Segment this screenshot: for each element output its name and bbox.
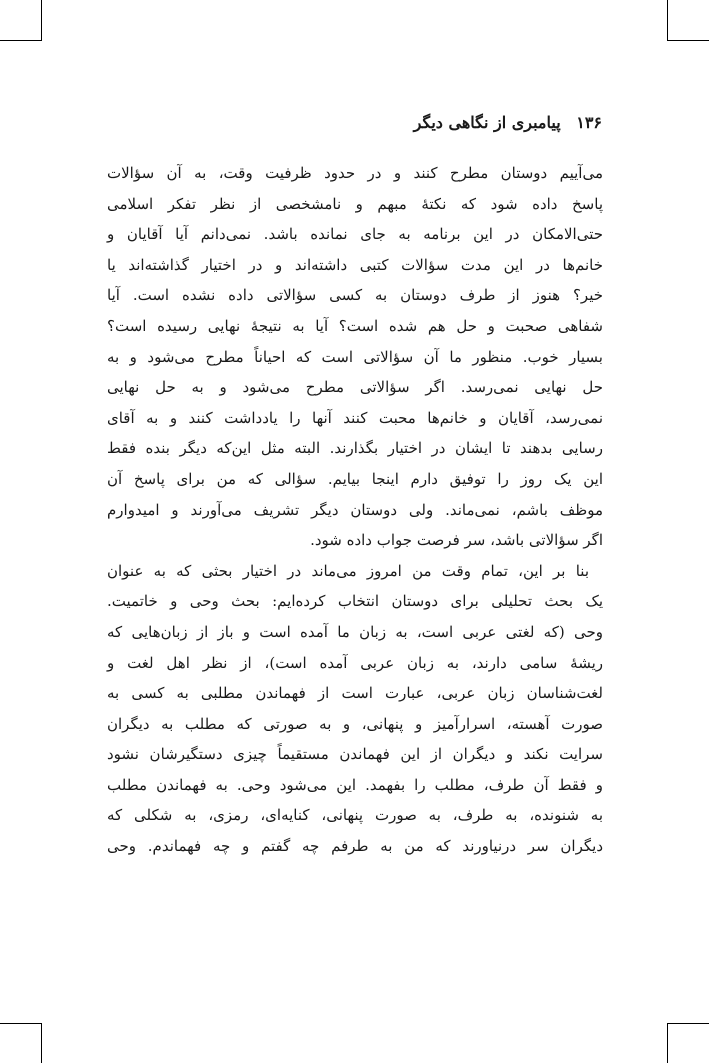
text-line: ریشهٔ سامی دارند، به زبان عربی آمده است)، از نظر اهل لغت و — [107, 653, 603, 672]
crop-mark — [0, 40, 42, 41]
text-line: وحی (که لغتی عربی است، به زبان ما آمده است و باز از زبان‌هایی که — [107, 622, 603, 641]
paragraph-1 — [107, 158, 603, 556]
text-line: نمی‌رسد، آقایان و خانم‌ها محبت کنند آنها را یادداشت کنند و به آقای — [107, 408, 603, 427]
text-line: حل نهایی نمی‌رسد. اگر سؤالاتی مطرح می‌شود و به حل نهایی — [107, 378, 603, 397]
text-line: این یک روز را توفیق دارم اینجا بیایم. سؤالی که من برای پاسخ آن — [107, 469, 603, 488]
crop-mark — [667, 40, 709, 41]
running-header — [414, 113, 602, 132]
book-title: پیامبری از نگاهی دیگر — [413, 113, 561, 132]
text-line: لغت‌شناسان زبان عربی، عبارت است از فهماندن مطلبی به کسی به — [107, 684, 603, 703]
crop-mark — [0, 1023, 42, 1024]
page-number: ۱۳۶ — [576, 113, 602, 132]
crop-mark — [667, 1023, 668, 1063]
text-line: موظف باشم، نمی‌ماند. ولی دوستان دیگر تشریف می‌آورند و امیدوارم — [107, 500, 603, 519]
text-line: به شنونده، به طرف، به صورت پنهانی، کنایه‌ای، رمزی، به شکلی که — [107, 806, 603, 825]
body-text — [107, 158, 603, 862]
crop-mark — [41, 1023, 42, 1063]
text-line: حتی‌الامکان در این برنامه به جای نمانده باشد. نمی‌دانم آیا آقایان و — [107, 225, 603, 244]
text-line: بنا بر این، تمام وقت من امروز می‌ماند در اختیار بحثی که به عنوان — [107, 561, 589, 580]
text-line: صورت آهسته، اسرارآمیز و پنهانی، و به صورتی که مطلب به دیگران — [107, 714, 603, 733]
text-line: خیر؟ هنوز از طرف دوستان به کسی سؤالاتی داده نشده است. آیا — [107, 286, 603, 305]
text-line: دیگران سر درنیاورند که من به طرفم چه گفتم و چه فهماندم. وحی — [107, 837, 603, 856]
text-line: اگر سؤالاتی باشد، سر فرصت جواب داده شود. — [310, 531, 603, 550]
text-line: خانم‌ها در این مدت سؤالات کتبی داشته‌اند و در اختیار گذاشته‌اند یا — [107, 255, 603, 274]
text-line: سرایت نکند و دیگران از این فهماندن مستقیماً چیزی دستگیرشان نشود — [107, 745, 603, 764]
text-line: می‌آییم دوستان مطرح کنند و در حدود ظرفیت وقت، به آن سؤالات — [107, 164, 603, 182]
crop-mark — [667, 0, 668, 40]
paragraph-2 — [107, 556, 603, 862]
text-line: و فقط آن طرف، مطلب را بفهمد. این می‌شود وحی. به فهماندن مطلب — [107, 775, 603, 794]
text-line: بسیار خوب. منظور ما آن سؤالاتی است که احیاناً مطرح می‌شود و به — [107, 347, 603, 366]
crop-mark — [41, 0, 42, 40]
text-line: رسایی بدهند تا ایشان در اختیار بگذارند. البته مثل این‌که دیگر بنده فقط — [107, 439, 603, 458]
text-line: پاسخ داده شود که نکتهٔ مبهم و نامشخصی از نظر تفکر اسلامی — [107, 194, 603, 213]
text-line: شفاهی صحبت و حل هم شده است؟ آیا به نتیجهٔ نهایی رسیده است؟ — [107, 316, 603, 335]
text-line: یک بحث تحلیلی برای دوستان انتخاب کرده‌ایم: بحث وحی و خاتمیت. — [107, 592, 603, 611]
crop-mark — [667, 1023, 709, 1024]
